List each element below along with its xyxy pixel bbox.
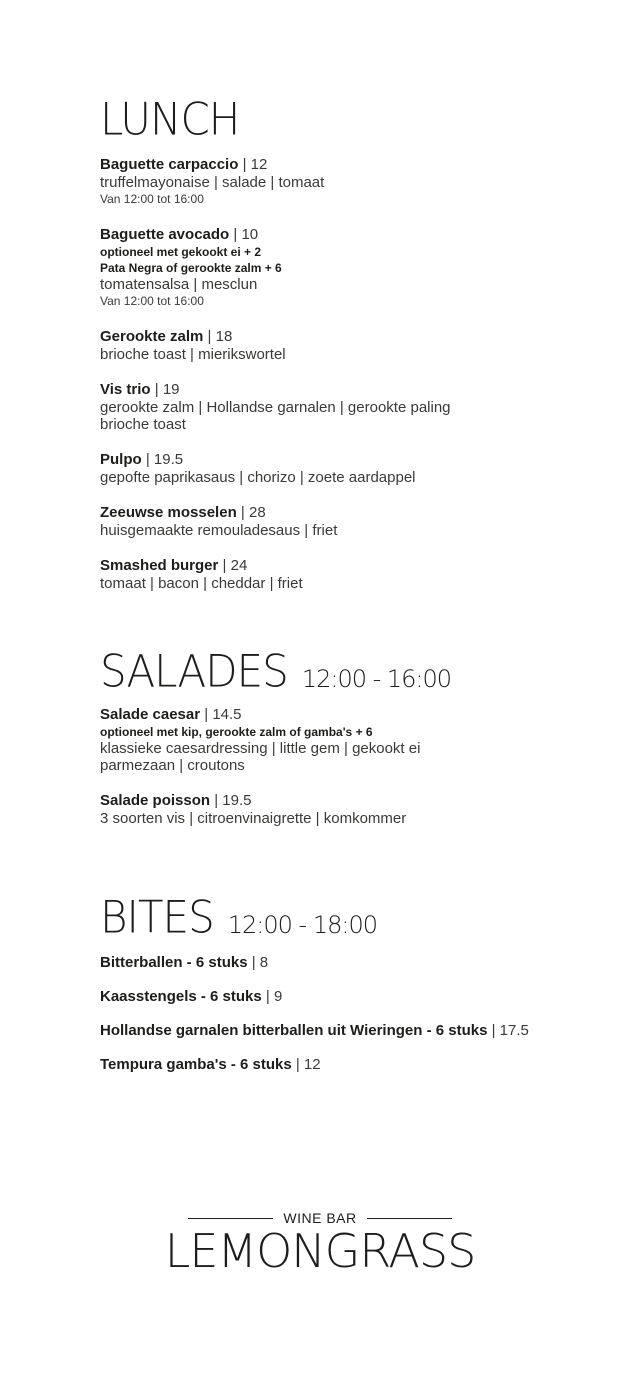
menu-item	[100, 381, 600, 433]
menu-item	[100, 226, 600, 310]
menu-item-option: Pata Negra of gerookte zalm + 6	[100, 261, 282, 275]
menu-item-price: | 18	[207, 328, 233, 345]
menu-item-description: 3 soorten vis | citroenvinaigrette | komkommer	[100, 810, 407, 827]
menu-item	[100, 328, 600, 363]
menu-item-name: Zeeuwse mosselen	[100, 504, 237, 521]
menu-item	[100, 156, 600, 208]
menu-item-description: gepofte paprikasaus | chorizo | zoete aardappel	[100, 469, 416, 486]
menu-item-description: truffelmayonaise | salade | tomaat	[100, 174, 325, 191]
bite-item-name: Hollandse garnalen bitterballen uit Wieringen - 6 stuks	[100, 1022, 488, 1039]
bite-item	[100, 988, 600, 1006]
menu-item-name: Salade poisson	[100, 792, 211, 809]
bite-item	[100, 1056, 600, 1074]
menu-item-price: | 19.5	[145, 451, 184, 468]
menu-item-head	[100, 504, 600, 522]
bites-title: BITES	[100, 891, 214, 944]
menu-item	[100, 792, 600, 827]
menu-item-description: klassieke caesardressing | little gem | gekookt ei	[100, 740, 421, 757]
bite-item-name: Bitterballen - 6 stuks	[100, 954, 248, 971]
menu-item-time: Van 12:00 tot 16:00	[100, 294, 204, 308]
lunch-items	[100, 156, 600, 592]
bite-item-price: | 12	[295, 1056, 321, 1073]
salades-title-row	[100, 645, 600, 698]
menu-item-name: Gerookte zalm	[100, 328, 204, 345]
bite-item-name: Kaasstengels - 6 stuks	[100, 988, 262, 1005]
bite-item-price: | 8	[251, 954, 269, 971]
menu-item-description: gerookte zalm | Hollandse garnalen | gerookte paling	[100, 399, 451, 416]
menu-item-time: Van 12:00 tot 16:00	[100, 192, 204, 206]
bite-item	[100, 954, 600, 972]
menu-item-name: Baguette carpaccio	[100, 156, 239, 173]
menu-item-head	[100, 226, 600, 244]
menu-item-name: Salade caesar	[100, 706, 201, 723]
menu-item-price: | 28	[240, 504, 266, 521]
menu-item-head	[100, 792, 600, 810]
divider-left	[188, 1218, 273, 1219]
menu-item-option: optioneel met gekookt ei + 2	[100, 245, 262, 259]
menu-item-head	[100, 706, 600, 724]
menu-item-price: | 14.5	[204, 706, 242, 723]
menu-item-description: parmezaan | croutons	[100, 757, 245, 774]
menu-item-head	[100, 451, 600, 469]
bite-item-price: | 17.5	[491, 1022, 529, 1039]
menu-item-name: Baguette avocado	[100, 226, 230, 243]
menu-item-description: brioche toast | mierikswortel	[100, 346, 286, 363]
menu-item-price: | 19	[154, 381, 180, 398]
lunch-section	[100, 93, 600, 610]
menu-item-price: | 24	[222, 557, 248, 574]
salades-time: 12:00 - 16:00	[301, 665, 452, 693]
menu-item-description: tomaat | bacon | cheddar | friet	[100, 575, 303, 592]
salades-section	[100, 645, 600, 845]
bites-items	[100, 954, 600, 1074]
bite-item-price: | 9	[265, 988, 283, 1005]
menu-item-head	[100, 557, 600, 575]
menu-item-price: | 12	[242, 156, 268, 173]
menu-item-head	[100, 328, 600, 346]
menu-item-head	[100, 156, 600, 174]
menu-item-description: brioche toast	[100, 416, 186, 433]
menu-item	[100, 557, 600, 592]
divider-right	[367, 1218, 452, 1219]
wine-bar-label: WINE BAR	[283, 1210, 357, 1226]
bites-section	[100, 891, 600, 1090]
lunch-title: LUNCH	[100, 93, 240, 146]
menu-item-option: optioneel met kip, gerookte zalm of gamba's + 6	[100, 725, 373, 739]
bite-item-name: Tempura gamba's - 6 stuks	[100, 1056, 292, 1073]
menu-item-name: Pulpo	[100, 451, 142, 468]
bites-title-row	[100, 891, 600, 944]
menu-item	[100, 706, 600, 774]
menu-item-name: Vis trio	[100, 381, 151, 398]
menu-item-description: tomatensalsa | mesclun	[100, 276, 258, 293]
menu-item-name: Smashed burger	[100, 557, 219, 574]
menu-item-price: | 19.5	[214, 792, 252, 809]
lunch-title-row	[100, 93, 600, 146]
menu-item-head	[100, 381, 600, 399]
salades-title: SALADES	[100, 645, 288, 698]
menu-item-price: | 10	[233, 226, 259, 243]
bite-item	[100, 1022, 600, 1040]
menu-item-description: huisgemaakte remouladesaus | friet	[100, 522, 338, 539]
menu-item	[100, 504, 600, 539]
brand-name: LEMONGRASS	[164, 1224, 476, 1278]
menu-item	[100, 451, 600, 486]
salades-items	[100, 706, 600, 827]
bites-time: 12:00 - 18:00	[227, 911, 377, 939]
footer-logo	[0, 1210, 640, 1278]
